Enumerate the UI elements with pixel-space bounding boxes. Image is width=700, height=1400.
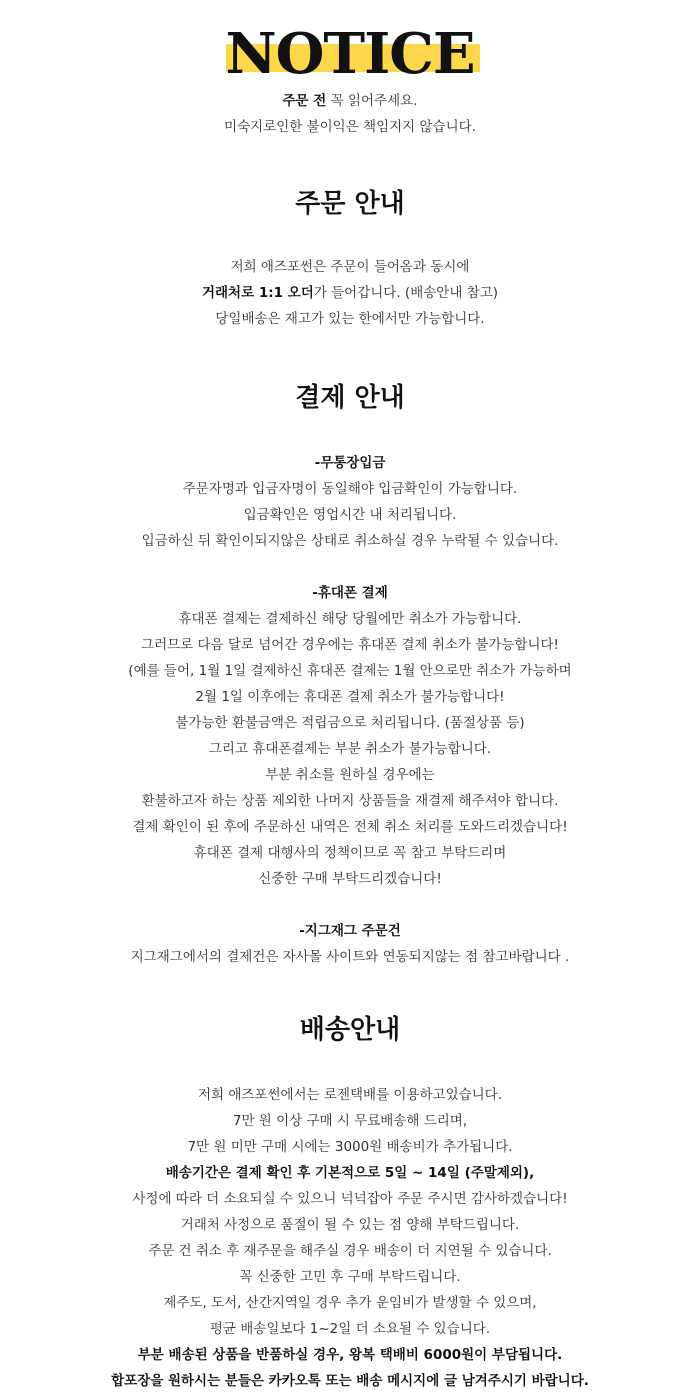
bank-line: 주문자명과 입금자명이 동일해야 입금확인이 가능합니다. bbox=[182, 481, 518, 497]
bank-line: 입금하신 뒤 확인이되지않은 상태로 취소하실 경우 누락될 수 있습니다. bbox=[141, 533, 559, 549]
shipping-line-bold: 부분 배송된 상품을 반품하실 경우, 왕복 택배비 6000원이 부담됩니다. bbox=[137, 1347, 563, 1363]
phone-line: 결제 확인이 된 후에 주문하신 내역은 전체 취소 처리를 도와드리겠습니다! bbox=[132, 819, 568, 835]
notice-line-2: 미숙지로인한 불이익은 책임지지 않습니다. bbox=[224, 119, 476, 135]
notice-line-1-rest: 꼭 읽어주세요. bbox=[326, 93, 418, 109]
zigzag-order-title: -지그재그 주문건 bbox=[299, 923, 401, 939]
shipping-line: 저희 애즈포썬에서는 로젠택배를 이용하고있습니다. bbox=[197, 1087, 503, 1103]
phone-line: 2월 1일 이후에는 휴대폰 결제 취소가 불가능합니다! bbox=[195, 689, 505, 705]
shipping-line: 7만 원 이상 구매 시 무료배송해 드리며, bbox=[232, 1113, 468, 1129]
shipping-line: 꼭 신중한 고민 후 구매 부탁드립니다. bbox=[239, 1269, 461, 1285]
phone-line: (예를 들어, 1월 1일 결제하신 휴대폰 결제는 1월 안으로만 취소가 가능하며 bbox=[128, 663, 572, 679]
bank-transfer-title: -무통장입금 bbox=[314, 455, 386, 471]
payment-section-title: 결제 안내 bbox=[295, 383, 405, 413]
shipping-line: 제주도, 도서, 산간지역일 경우 추가 운임비가 발생할 수 있으며, bbox=[163, 1295, 537, 1311]
shipping-line-bold: 배송기간은 결제 확인 후 기본적으로 5일 ~ 14일 (주말제외), bbox=[165, 1165, 535, 1181]
notice-line-1 bbox=[0, 88, 700, 114]
phone-line: 그리고 휴대폰결제는 부분 취소가 불가능합니다. bbox=[208, 741, 492, 757]
shipping-line-bold: 합포장을 원하시는 분들은 카카오톡 또는 배송 메시지에 글 남겨주시기 바랍니다. bbox=[111, 1373, 589, 1389]
shipping-line: 주문 건 취소 후 재주문을 해주실 경우 배송이 더 지연될 수 있습니다. bbox=[148, 1243, 552, 1259]
shipping-line: 거래처 사정으로 품절이 될 수 있는 점 양해 부탁드립니다. bbox=[180, 1217, 520, 1233]
notice-header bbox=[0, 0, 700, 88]
order-line-2-bold: 거래처로 1:1 오더 bbox=[201, 285, 314, 301]
phone-line: 환불하고자 하는 상품 제외한 나머지 상품들을 재결제 해주셔야 합니다. bbox=[141, 793, 559, 809]
order-line-3: 당일배송은 재고가 있는 한에서만 가능합니다. bbox=[215, 311, 485, 327]
order-section-title: 주문 안내 bbox=[295, 189, 405, 219]
phone-line: 신중한 구매 부탁드리겠습니다! bbox=[258, 871, 442, 887]
phone-line: 그러므로 다음 달로 넘어간 경우에는 휴대폰 결제 취소가 불가능합니다! bbox=[141, 637, 559, 653]
shipping-section-title: 배송안내 bbox=[299, 1015, 401, 1045]
bank-line: 입금확인은 영업시간 내 처리됩니다. bbox=[243, 507, 457, 523]
zigzag-line: 지그재그에서의 결제건은 자사몰 사이트와 연동되지않는 점 참고바랍니다 . bbox=[130, 949, 570, 965]
order-line-1: 저희 애즈포썬은 주문이 들어옴과 동시에 bbox=[230, 259, 470, 275]
phone-line: 부분 취소를 원하실 경우에는 bbox=[265, 767, 435, 783]
notice-title: NOTICE bbox=[225, 21, 475, 87]
phone-line: 휴대폰 결제 대행사의 정책이므로 꼭 참고 부탁드리며 bbox=[193, 845, 507, 861]
shipping-line: 7만 원 미만 구매 시에는 3000원 배송비가 추가됩니다. bbox=[187, 1139, 513, 1155]
order-line-2-rest: 가 들어갑니다. (배송안내 참고) bbox=[313, 285, 499, 301]
order-line-2 bbox=[0, 280, 700, 306]
phone-line: 휴대폰 결제는 결제하신 해당 당월에만 취소가 가능합니다. bbox=[178, 611, 522, 627]
phone-line: 불가능한 환불금액은 적립금으로 처리됩니다. (품절상품 등) bbox=[175, 715, 525, 731]
shipping-line: 사정에 따라 더 소요되실 수 있으니 넉넉잡아 주문 주시면 감사하겠습니다! bbox=[132, 1191, 568, 1207]
phone-payment-title: -휴대폰 결제 bbox=[312, 585, 388, 601]
shipping-line: 평균 배송일보다 1~2일 더 소요될 수 있습니다. bbox=[209, 1321, 491, 1337]
notice-line-1-bold: 주문 전 bbox=[282, 93, 327, 109]
